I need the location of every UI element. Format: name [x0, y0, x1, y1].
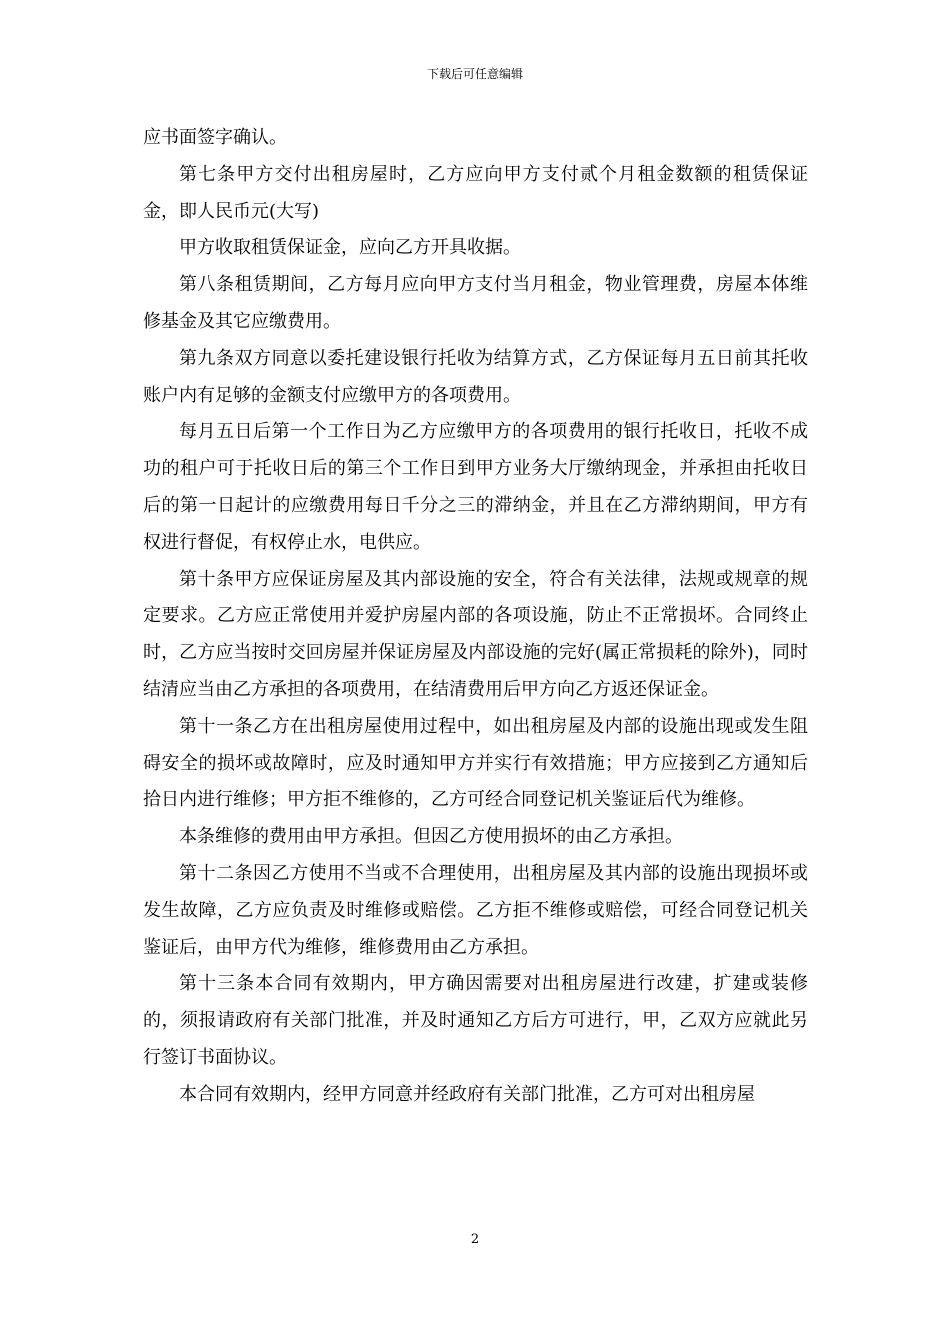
paragraph: 第九条双方同意以委托建设银行托收为结算方式，乙方保证每月五日前其托收账户内有足够的金额支付应缴甲方的各项费用。 [143, 347, 808, 406]
paragraph: 第七条甲方交付出租房屋时，乙方应向甲方支付贰个月租金数额的租赁保证金，即人民币元(大写) [143, 163, 808, 222]
paragraph: 第十条甲方应保证房屋及其内部设施的安全，符合有关法律，法规或规章的规定要求。乙方应正常使用并爱护房屋内部的各项设施，防止不正常损坏。合同终止时，乙方应当按时交回房屋并保证房屋及内部设施的完好(属正常损耗的除外)，同时结清应当由乙方承担的各项费用，在结清费用后甲方向乙方返还保证金。 [143, 568, 808, 700]
paragraph: 本合同有效期内，经甲方同意并经政府有关部门批准，乙方可对出租房屋 [179, 1083, 755, 1105]
paragraph: 甲方收取租赁保证金，应向乙方开具收据。 [179, 237, 521, 259]
page-header: 下载后可任意编辑 [426, 67, 523, 81]
paragraph: 应书面签字确认。 [143, 127, 287, 148]
document-body [143, 120, 808, 1114]
paragraph: 第八条租赁期间，乙方每月应向甲方支付当月租金，物业管理费，房屋本体维修基金及其它应缴费用。 [143, 274, 808, 332]
paragraph: 本条维修的费用由甲方承担。但因乙方使用损坏的由乙方承担。 [179, 826, 683, 848]
paragraph: 第十三条本合同有效期内，甲方确因需要对出租房屋进行改建，扩建或装修的，须报请政府有关部门批准，并及时通知乙方后方可进行，甲，乙双方应就此另行签订书面协议。 [143, 973, 808, 1068]
paragraph: 每月五日后第一个工作日为乙方应缴甲方的各项费用的银行托收日，托收不成功的租户可于托收日后的第三个工作日到甲方业务大厅缴纳现金，并承担由托收日后的第一日起计的应缴费用每日千分之三的滞纳金，并且在乙方滞纳期间，甲方有权进行督促，有权停止水，电供应。 [143, 421, 808, 553]
page-number: 2 [470, 1232, 480, 1247]
paragraph: 第十一条乙方在出租房屋使用过程中，如出租房屋及内部的设施出现或发生阻碍安全的损坏或故障时，应及时通知甲方并实行有效措施；甲方应接到乙方通知后拾日内进行维修；甲方拒不维修的，乙方可经合同登记机关鉴证后代为维修。 [143, 715, 808, 811]
paragraph: 第十二条因乙方使用不当或不合理使用，出租房屋及其内部的设施出现损坏或发生故障，乙方应负责及时维修或赔偿。乙方拒不维修或赔偿，可经合同登记机关鉴证后，由甲方代为维修，维修费用由乙方承担。 [143, 862, 808, 958]
